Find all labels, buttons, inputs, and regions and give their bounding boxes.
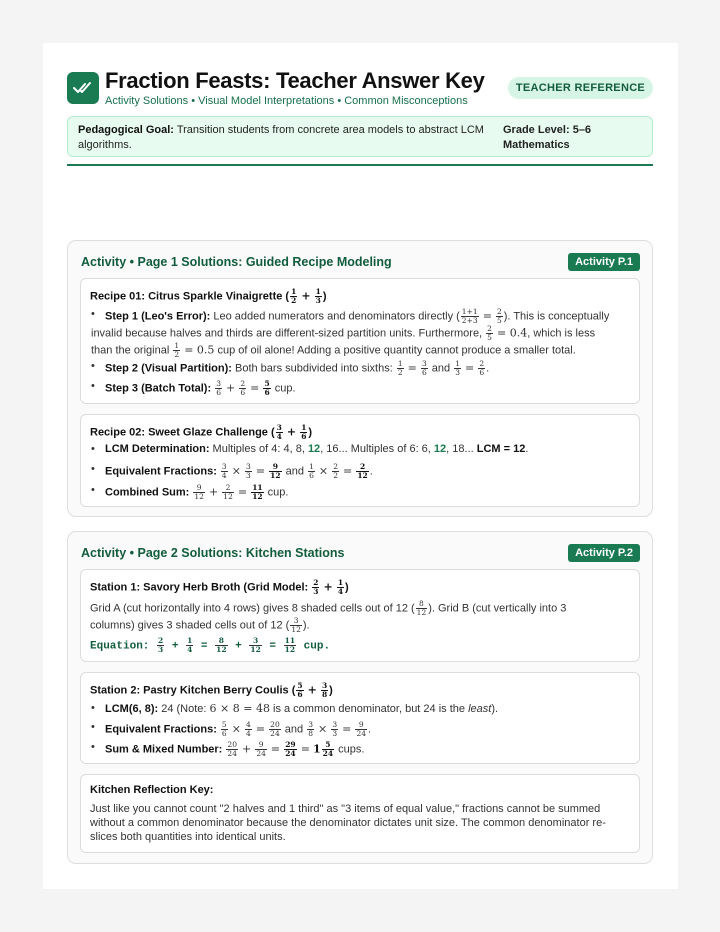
goal-text: Pedagogical Goal: Transition students from concrete area models to abstract LCM algorithms. — [78, 124, 484, 151]
step3-line: Step 3 (Batch Total): $\frac{3}{6}$ + $\frac{2}{6}$ = $\frac{5}{6}$ cup. — [105, 379, 296, 397]
step1-line: Step 1 (Leo's Error): Leo added numerators and denominators directly ( $\frac{1+1}{2+3}$ = $\frac{2}{5}$ ). This is conceptually — [105, 307, 610, 325]
section-title: Activity • Page 1 Solutions: Guided Recipe Modeling — [81, 255, 392, 269]
card-title: Kitchen Reflection Key: — [90, 784, 214, 796]
recipe-01-card: Recipe 01: Citrus Sparkle Vinaigrette ( $\frac{1}{2}$ + $\frac{1}{3}$ ) • Step 1 (Leo's Error): Leo added numerators and denominators directly ( $\frac{1+1}{2+3}$ = $\frac{2}{5}$ ). This is conceptually invalid because halves and thirds are different-sized partition units. Furthermore, $\frac{2}{5}$ = 0.4, which is less than the original $\frac{1}{2}$ = 0.5 cup of oil alone! Adding a positive quantity cannot produce a smaller total. • Step 2 (Visual Partition): Both bars subdivided into sixths: $\frac{1}{2}$ = $\frac{3}{6}$ and $\frac{1}{3}$ = $\frac{2}{6}$ . • Step 3 (Batch Total): $\frac{3}{6}$ + $\frac{2}{6}$ = $\frac{5}{6}$ cup. — [80, 278, 640, 404]
recipe-02-card: Recipe 02: Sweet Glaze Challenge ( $\frac{3}{4}$ + $\frac{1}{6}$ ) • LCM Determination: Multiples of 4: 4, 8, 12, 16... Multiples of 6: 6, 12, 18... LCM = 12. • Equivalent Fractions: $\frac{3}{4}$ × $\frac{3}{3}$ = $\frac{9}{12}$ and $\frac{1}{6}$ × $\frac{2}{2}$ = $\frac{2}{12}$ . • Combined Sum: $\frac{9}{12}$ + $\frac{2}{12}$ = $\frac{11}{12}$ cup. — [80, 414, 640, 507]
station1-text-2: columns) gives 3 shaded cells out of 12 ( $\frac{3}{12}$ ). — [90, 616, 310, 634]
grade-level: Grade Level: 5–6 Mathematics — [503, 124, 592, 151]
double-check-icon — [67, 72, 99, 104]
header-divider — [67, 164, 653, 166]
station-2-card: Station 2: Pastry Kitchen Berry Coulis ( $\frac{5}{6}$ + $\frac{3}{8}$ ) • LCM(6, 8): 24 (Note: 6 × 8 = 48 is a common denominator, but 24 is the least). • Equivalent Fractions: $\frac{5}{6}$ × $\frac{4}{4}$ = $\frac{20}{24}$ and $\frac{3}{8}$ × $\frac{3}{3}$ = $\frac{9}{24}$ . • Sum & Mixed Number: $\frac{20}{24}$ + $\frac{9}{24}$ = $\frac{29}{24}$ = 1 $\frac{5}{24}$ cups. — [80, 672, 640, 764]
pedagogical-goal-box — [67, 116, 653, 157]
station1-equation: Equation: $\frac{2}{3}$ + $\frac{1}{4}$ = $\frac{8}{12}$ + $\frac{3}{12}$ = $\frac{11}{12}$ cup. — [90, 636, 331, 654]
lcm-line: LCM(6, 8): 24 (Note: 6 × 8 = 48 is a common denominator, but 24 is the least). — [105, 702, 499, 715]
card-title: Recipe 01: Citrus Sparkle Vinaigrette ( $\frac{1}{2}$ + $\frac{1}{3}$ ) — [90, 287, 327, 305]
section-badge: Activity P.2 — [568, 544, 640, 562]
station-1-card — [80, 569, 640, 662]
equiv-line: Equivalent Fractions: $\frac{5}{6}$ × $\frac{4}{4}$ = $\frac{20}{24}$ and $\frac{3}{8}$ × $\frac{3}{3}$ = $\frac{9}{24}$ . — [105, 720, 372, 738]
step1-line-2: invalid because halves and thirds are different-sized partition units. Furthermore, $\frac{2}{5}$ = 0.4, which is less — [91, 324, 596, 342]
page-subtitle: Activity Solutions • Visual Model Interpretations • Common Misconceptions — [105, 95, 468, 107]
page-title: Fraction Feasts: Teacher Answer Key — [105, 68, 485, 93]
step1-line-3: than the original $\frac{1}{2}$ = 0.5 cup of oil alone! Adding a positive quantity cannot produce a smaller total. — [91, 341, 576, 359]
equiv-line: Equivalent Fractions: $\frac{3}{4}$ × $\frac{3}{3}$ = $\frac{9}{12}$ and $\frac{1}{6}$ × $\frac{2}{2}$ = $\frac{2}{12}$ . — [105, 462, 373, 480]
step2-line: Step 2 (Visual Partition): Both bars subdivided into sixths: $\frac{1}{2}$ = $\frac{3}{6}$ and $\frac{1}{3}$ = $\frac{2}{6}$ . — [105, 359, 490, 377]
activity-page2-section — [67, 531, 653, 864]
reflection-text: Just like you cannot count "2 halves and 1 third" as "3 items of equal value," fractions cannot be summed without a common denominator because the denominator dictates unit size. The common denominator re-slices both quantities into identical units. — [90, 803, 606, 843]
sum-line: Sum & Mixed Number: $\frac{20}{24}$ + $\frac{9}{24}$ = $\frac{29}{24}$ = 1 $\frac{5}{24}$ cups. — [105, 740, 365, 758]
card-title: Station 2: Pastry Kitchen Berry Coulis ( $\frac{5}{6}$ + $\frac{3}{8}$ ) — [90, 681, 333, 699]
station1-text-1: Grid A (cut horizontally into 4 rows) gives 8 shaded cells out of 12 ( $\frac{8}{12}$ ). Grid B (cut vertically into 3 — [90, 599, 567, 617]
card-title: Station 1: Savory Herb Broth (Grid Model: $\frac{2}{3}$ + $\frac{1}{4}$ ) — [90, 578, 349, 596]
card-title: Recipe 02: Sweet Glaze Challenge ( $\frac{3}{4}$ + $\frac{1}{6}$ ) — [90, 423, 313, 441]
activity-page1-section — [67, 240, 653, 517]
reflection-card — [80, 774, 640, 853]
sum-line: Combined Sum: $\frac{9}{12}$ + $\frac{2}{12}$ = $\frac{11}{12}$ cup. — [105, 483, 289, 501]
section-badge: Activity P.1 — [568, 253, 640, 271]
section-title: Activity • Page 2 Solutions: Kitchen Stations — [81, 546, 345, 560]
teacher-reference-badge: TEACHER REFERENCE — [508, 77, 653, 99]
lcm-line: LCM Determination: Multiples of 4: 4, 8, 12, 16... Multiples of 6: 6, 12, 18... LCM = 12. — [105, 443, 529, 455]
answer-key-page — [43, 43, 678, 889]
